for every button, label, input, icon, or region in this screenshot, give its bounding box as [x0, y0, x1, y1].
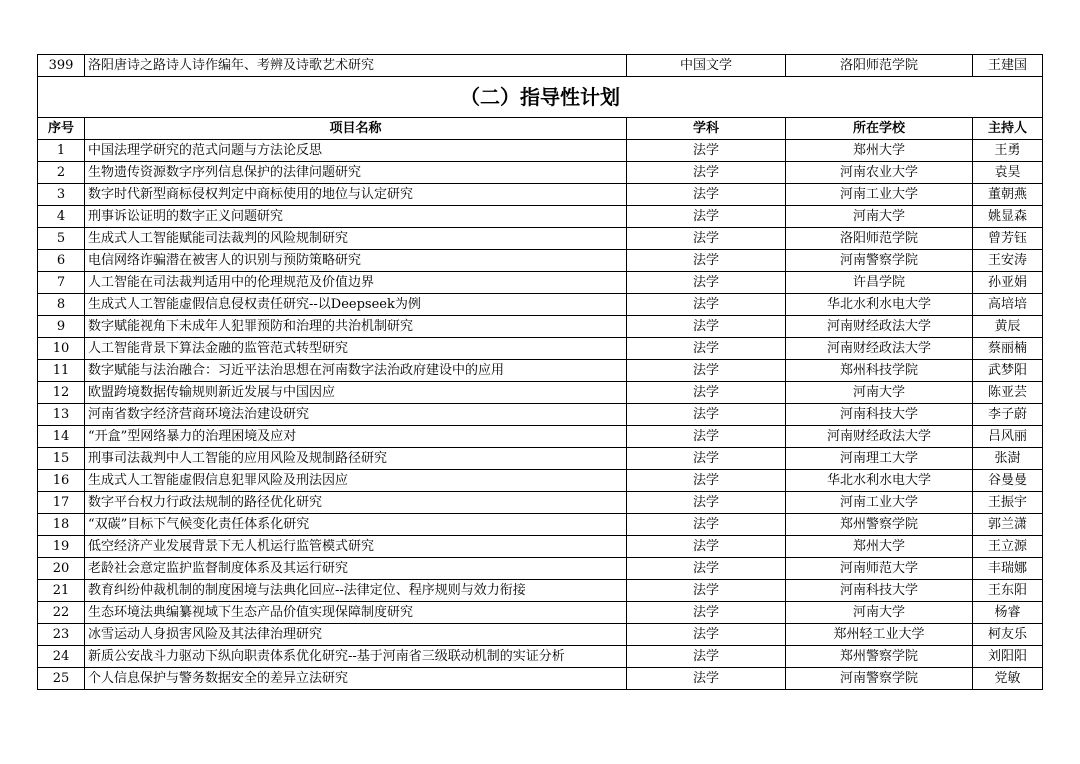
host: 蔡丽楠 [973, 338, 1043, 360]
row-number: 8 [38, 294, 85, 316]
table-row [38, 426, 1043, 448]
host: 陈亚芸 [973, 382, 1043, 404]
project-name: 数字平台权力行政法规制的路径优化研究 [85, 492, 627, 514]
table-row [38, 448, 1043, 470]
table-row [38, 558, 1043, 580]
school: 河南工业大学 [786, 492, 973, 514]
project-name: 刑事司法裁判中人工智能的应用风险及规制路径研究 [85, 448, 627, 470]
row-number: 16 [38, 470, 85, 492]
row-number: 399 [38, 55, 85, 77]
project-name: “双碳”目标下气候变化责任体系化研究 [85, 514, 627, 536]
school: 河南大学 [786, 602, 973, 624]
header-host: 主持人 [973, 118, 1043, 140]
project-name: “开盒”型网络暴力的治理困境及应对 [85, 426, 627, 448]
project-name: 数字赋能与法治融合：习近平法治思想在河南数字法治政府建设中的应用 [85, 360, 627, 382]
row-number: 9 [38, 316, 85, 338]
project-name: 数字时代新型商标侵权判定中商标使用的地位与认定研究 [85, 184, 627, 206]
project-name: 中国法理学研究的范式问题与方法论反思 [85, 140, 627, 162]
host: 张澍 [973, 448, 1043, 470]
subject: 法学 [627, 448, 786, 470]
table-row [38, 55, 1043, 77]
row-number: 11 [38, 360, 85, 382]
school: 河南农业大学 [786, 162, 973, 184]
table-row [38, 404, 1043, 426]
project-name: 生成式人工智能虚假信息犯罪风险及刑法因应 [85, 470, 627, 492]
host: 党敏 [973, 668, 1043, 690]
project-name: 教育纠纷仲裁机制的制度困境与法典化回应--法律定位、程序规则与效力衔接 [85, 580, 627, 602]
host: 丰瑞娜 [973, 558, 1043, 580]
row-number: 5 [38, 228, 85, 250]
host: 吕风丽 [973, 426, 1043, 448]
host: 郭兰潇 [973, 514, 1043, 536]
host: 黄辰 [973, 316, 1043, 338]
table-row [38, 602, 1043, 624]
header-school: 所在学校 [786, 118, 973, 140]
row-number: 10 [38, 338, 85, 360]
subject: 法学 [627, 272, 786, 294]
project-name: 人工智能背景下算法金融的监管范式转型研究 [85, 338, 627, 360]
host: 袁昊 [973, 162, 1043, 184]
school: 郑州警察学院 [786, 514, 973, 536]
project-table [37, 54, 1043, 690]
subject: 法学 [627, 250, 786, 272]
subject: 法学 [627, 338, 786, 360]
table-row [38, 184, 1043, 206]
header-subject: 学科 [627, 118, 786, 140]
school: 洛阳师范学院 [786, 228, 973, 250]
subject: 法学 [627, 580, 786, 602]
host: 姚显森 [973, 206, 1043, 228]
project-name: 洛阳唐诗之路诗人诗作编年、考辨及诗歌艺术研究 [85, 55, 627, 77]
row-number: 3 [38, 184, 85, 206]
project-name: 刑事诉讼证明的数字正义问题研究 [85, 206, 627, 228]
project-name: 生成式人工智能虚假信息侵权责任研究--以Deepseek为例 [85, 294, 627, 316]
table-row [38, 206, 1043, 228]
subject: 法学 [627, 602, 786, 624]
host: 杨睿 [973, 602, 1043, 624]
project-name: 欧盟跨境数据传输规则新近发展与中国因应 [85, 382, 627, 404]
subject: 法学 [627, 228, 786, 250]
school: 洛阳师范学院 [786, 55, 973, 77]
table-row [38, 162, 1043, 184]
row-number: 25 [38, 668, 85, 690]
project-name: 生成式人工智能赋能司法裁判的风险规制研究 [85, 228, 627, 250]
project-name: 新质公安战斗力驱动下纵向职责体系优化研究--基于河南省三级联动机制的实证分析 [85, 646, 627, 668]
table-row [38, 228, 1043, 250]
table-row [38, 360, 1043, 382]
school: 河南大学 [786, 206, 973, 228]
subject: 法学 [627, 514, 786, 536]
row-number: 20 [38, 558, 85, 580]
header-row [38, 118, 1043, 140]
subject: 法学 [627, 184, 786, 206]
subject: 法学 [627, 294, 786, 316]
host: 武梦阳 [973, 360, 1043, 382]
table-row [38, 646, 1043, 668]
section-title-row [38, 77, 1043, 118]
subject: 法学 [627, 624, 786, 646]
table-row [38, 536, 1043, 558]
row-number: 24 [38, 646, 85, 668]
school: 郑州轻工业大学 [786, 624, 973, 646]
row-number: 1 [38, 140, 85, 162]
project-name: 个人信息保护与警务数据安全的差异立法研究 [85, 668, 627, 690]
host: 王勇 [973, 140, 1043, 162]
table-row [38, 470, 1043, 492]
project-name: 低空经济产业发展背景下无人机运行监管模式研究 [85, 536, 627, 558]
header-name: 项目名称 [85, 118, 627, 140]
school: 郑州大学 [786, 536, 973, 558]
host: 董朝燕 [973, 184, 1043, 206]
host: 曾芳钰 [973, 228, 1043, 250]
school: 河南大学 [786, 382, 973, 404]
project-name: 冰雪运动人身损害风险及其法律治理研究 [85, 624, 627, 646]
school: 郑州警察学院 [786, 646, 973, 668]
table-row [38, 580, 1043, 602]
subject: 法学 [627, 162, 786, 184]
host: 王建国 [973, 55, 1043, 77]
row-number: 2 [38, 162, 85, 184]
table-row [38, 316, 1043, 338]
school: 华北水利水电大学 [786, 294, 973, 316]
row-number: 12 [38, 382, 85, 404]
row-number: 21 [38, 580, 85, 602]
subject: 法学 [627, 492, 786, 514]
host: 王立源 [973, 536, 1043, 558]
project-name: 生物遗传资源数字序列信息保护的法律问题研究 [85, 162, 627, 184]
host: 高培培 [973, 294, 1043, 316]
table-row [38, 250, 1043, 272]
project-name: 人工智能在司法裁判适用中的伦理规范及价值边界 [85, 272, 627, 294]
subject: 法学 [627, 140, 786, 162]
subject: 法学 [627, 316, 786, 338]
table-row [38, 140, 1043, 162]
subject: 中国文学 [627, 55, 786, 77]
table-row [38, 272, 1043, 294]
school: 河南科技大学 [786, 404, 973, 426]
row-number: 19 [38, 536, 85, 558]
school: 河南警察学院 [786, 668, 973, 690]
row-number: 15 [38, 448, 85, 470]
row-number: 22 [38, 602, 85, 624]
subject: 法学 [627, 558, 786, 580]
table-row [38, 492, 1043, 514]
subject: 法学 [627, 646, 786, 668]
school: 华北水利水电大学 [786, 470, 973, 492]
host: 李子蔚 [973, 404, 1043, 426]
school: 河南警察学院 [786, 250, 973, 272]
school: 河南师范大学 [786, 558, 973, 580]
school: 河南财经政法大学 [786, 316, 973, 338]
table-row [38, 668, 1043, 690]
school: 郑州科技学院 [786, 360, 973, 382]
row-number: 14 [38, 426, 85, 448]
project-name: 数字赋能视角下未成年人犯罪预防和治理的共治机制研究 [85, 316, 627, 338]
subject: 法学 [627, 360, 786, 382]
subject: 法学 [627, 382, 786, 404]
subject: 法学 [627, 668, 786, 690]
school: 许昌学院 [786, 272, 973, 294]
subject: 法学 [627, 426, 786, 448]
subject: 法学 [627, 206, 786, 228]
host: 王安涛 [973, 250, 1043, 272]
school: 河南财经政法大学 [786, 338, 973, 360]
row-number: 17 [38, 492, 85, 514]
host: 孙亚娟 [973, 272, 1043, 294]
host: 王东阳 [973, 580, 1043, 602]
subject: 法学 [627, 536, 786, 558]
host: 柯友乐 [973, 624, 1043, 646]
header-no: 序号 [38, 118, 85, 140]
row-number: 23 [38, 624, 85, 646]
school: 河南科技大学 [786, 580, 973, 602]
table-row [38, 382, 1043, 404]
project-name: 河南省数字经济营商环境法治建设研究 [85, 404, 627, 426]
subject: 法学 [627, 470, 786, 492]
table-row [38, 294, 1043, 316]
host: 刘阳阳 [973, 646, 1043, 668]
school: 郑州大学 [786, 140, 973, 162]
host: 王振宇 [973, 492, 1043, 514]
row-number: 18 [38, 514, 85, 536]
school: 河南工业大学 [786, 184, 973, 206]
school: 河南财经政法大学 [786, 426, 973, 448]
project-name: 生态环境法典编纂视域下生态产品价值实现保障制度研究 [85, 602, 627, 624]
row-number: 6 [38, 250, 85, 272]
row-number: 13 [38, 404, 85, 426]
host: 谷曼曼 [973, 470, 1043, 492]
section-title: （二）指导性计划 [38, 77, 1043, 118]
table-row [38, 514, 1043, 536]
school: 河南理工大学 [786, 448, 973, 470]
table-row [38, 624, 1043, 646]
row-number: 7 [38, 272, 85, 294]
project-name: 电信网络诈骗潜在被害人的识别与预防策略研究 [85, 250, 627, 272]
project-name: 老龄社会意定监护监督制度体系及其运行研究 [85, 558, 627, 580]
table-row [38, 338, 1043, 360]
row-number: 4 [38, 206, 85, 228]
subject: 法学 [627, 404, 786, 426]
